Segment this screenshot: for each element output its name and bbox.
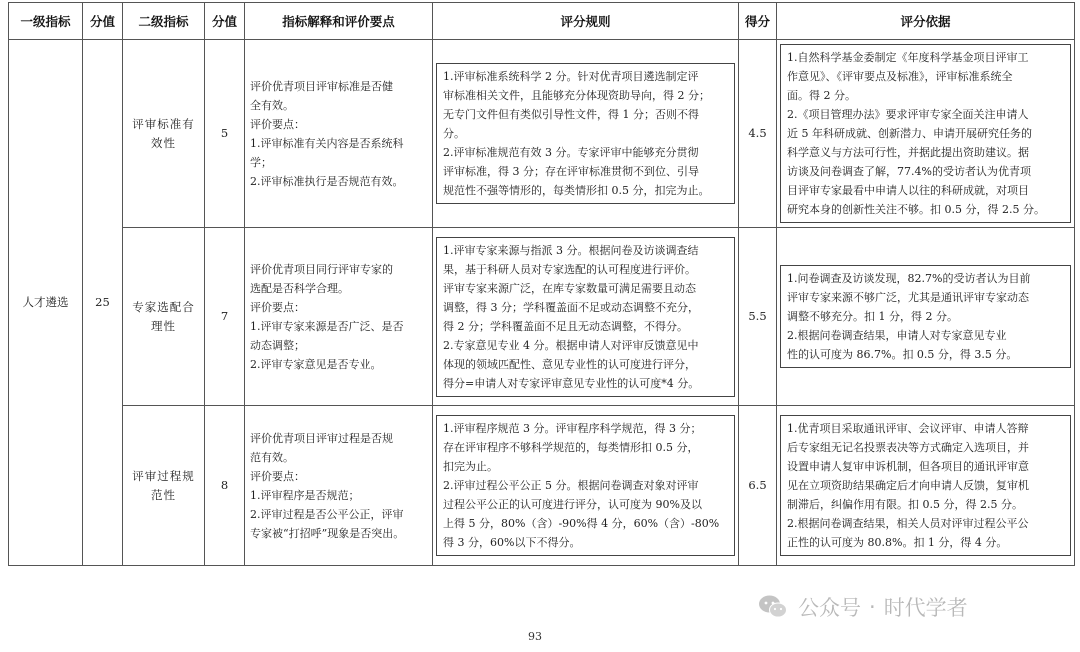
header-row (9, 3, 1075, 40)
header-got: 得分 (739, 3, 777, 40)
got-score: 6.5 (739, 406, 777, 566)
evaluation-table-sheet (8, 2, 1074, 566)
watermark-author: 时代学者 (883, 596, 968, 620)
evaluation-table (8, 2, 1075, 566)
level2-score: 7 (205, 228, 245, 406)
table-row (9, 228, 1075, 406)
header-basis: 评分依据 (777, 3, 1075, 40)
evaluation-points: 评价优青项目同行评审专家的 选配是否科学合理。 评价要点： 1.评审专家来源是否广泛、是否 动态调整； 2.评审专家意见是否专业。 (245, 228, 433, 406)
level2-score: 8 (205, 406, 245, 566)
header-points: 指标解释和评价要点 (245, 3, 433, 40)
watermark (758, 592, 968, 622)
scoring-basis: 1.自然科学基金委制定《年度科学基金项目评审工 作意见》、《评审要点及标准》，评审标准系统全 面。得 2 分。 2.《项目管理办法》要求评审专家全面关注申请人 近 5 年科研成就、创新潜力、申请开展研究任务的 科学意义与方法可行性，并据此提出资助建议。据 访谈及问卷调查了解，77.4%的受访者认为优青项 目评审专家最看中申请人以往的科研成就，对项目 研究本身的创新性关注不够。扣 0.5 分，得 2.5 分。 (777, 40, 1075, 228)
scoring-rules: 1.评审专家来源与指派 3 分。根据问卷及访谈调查结 果，基于科研人员对专家选配的认可程度进行评价。 评审专家来源广泛，在库专家数量可满足需要且动态 调整，得 3 分；学科覆盖面不足或动态调整不充分， 得 2 分；学科覆盖面不足且无动态调整，不得分。 2.专家意见专业 4 分。根据申请人对评审反馈意见中 体现的领域匹配性、意见专业性的认可度进行评分， 得分=申请人对专家评审意见专业性的认可度*4 分。 (433, 228, 739, 406)
table-row (9, 406, 1075, 566)
got-score: 5.5 (739, 228, 777, 406)
header-level1: 一级指标 (9, 3, 83, 40)
scoring-basis: 1.优青项目采取通讯评审、会议评审、申请人答辩 后专家组无记名投票表决等方式确定入选项目，并 设置申请人复审申诉机制，但各项目的通讯评审意 见在立项资助结果确定后才向申请人反馈，复审机 制滞后，纠偏作用有限。扣 0.5 分，得 2.5 分。 2.根据问卷调查结果，相关人员对评审过程公平公 正性的认可度为 80.8%。扣 1 分，得 4 分。 (777, 406, 1075, 566)
watermark-separator: · (869, 595, 876, 619)
header-level2: 二级指标 (123, 3, 205, 40)
header-score: 分值 (83, 3, 123, 40)
scoring-rules: 1.评审标准系统科学 2 分。针对优青项目遴选制定评 审标准相关文件，且能够充分体现资助导向，得 2 分； 无专门文件但有类似引导性文件，得 1 分；否则不得 分。 2.评审标准规范有效 3 分。专家评审中能够充分贯彻 评审标准，得 3 分；存在评审标准贯彻不到位、引导 规范性不强等情形的，每类情形扣 0.5 分，扣完为止。 (433, 40, 739, 228)
level2-name: 评审过程规 范性 (123, 406, 205, 566)
header-rules: 评分规则 (433, 3, 739, 40)
table-row (9, 40, 1075, 228)
watermark-text: 公众号 (798, 596, 861, 620)
header-score-2: 分值 (205, 3, 245, 40)
level2-score: 5 (205, 40, 245, 228)
evaluation-points: 评价优青项目评审过程是否规 范有效。 评价要点： 1.评审程序是否规范； 2.评审过程是否公平公正，评审 专家被“打招呼”现象是否突出。 (245, 406, 433, 566)
level1-name: 人才遴选 (9, 40, 83, 566)
scoring-rules: 1.评审程序规范 3 分。评审程序科学规范，得 3 分； 存在评审程序不够科学规范的，每类情形扣 0.5 分， 扣完为止。 2.评审过程公平公正 5 分。根据问卷调查对象对评审 过程公平公正的认可度进行评分，认可度为 90%及以 上得 5 分，80%（含）-90%得 4 分，60%（含）-80% 得 3 分，60%以下不得分。 (433, 406, 739, 566)
level2-name: 专家选配合 理性 (123, 228, 205, 406)
wechat-icon (758, 594, 788, 620)
level1-score: 25 (83, 40, 123, 566)
evaluation-points: 评价优青项目评审标准是否健 全有效。 评价要点： 1.评审标准有关内容是否系统科 学； 2.评审标准执行是否规范有效。 (245, 40, 433, 228)
level2-name: 评审标准有 效性 (123, 40, 205, 228)
scoring-basis: 1.问卷调查及访谈发现，82.7%的受访者认为目前 评审专家来源不够广泛，尤其是通讯评审专家动态 调整不够充分。扣 1 分，得 2 分。 2.根据问卷调查结果，申请人对专家意见专业 性的认可度为 86.7%。扣 0.5 分，得 3.5 分。 (777, 228, 1075, 406)
got-score: 4.5 (739, 40, 777, 228)
page-number: 93 (528, 630, 542, 643)
